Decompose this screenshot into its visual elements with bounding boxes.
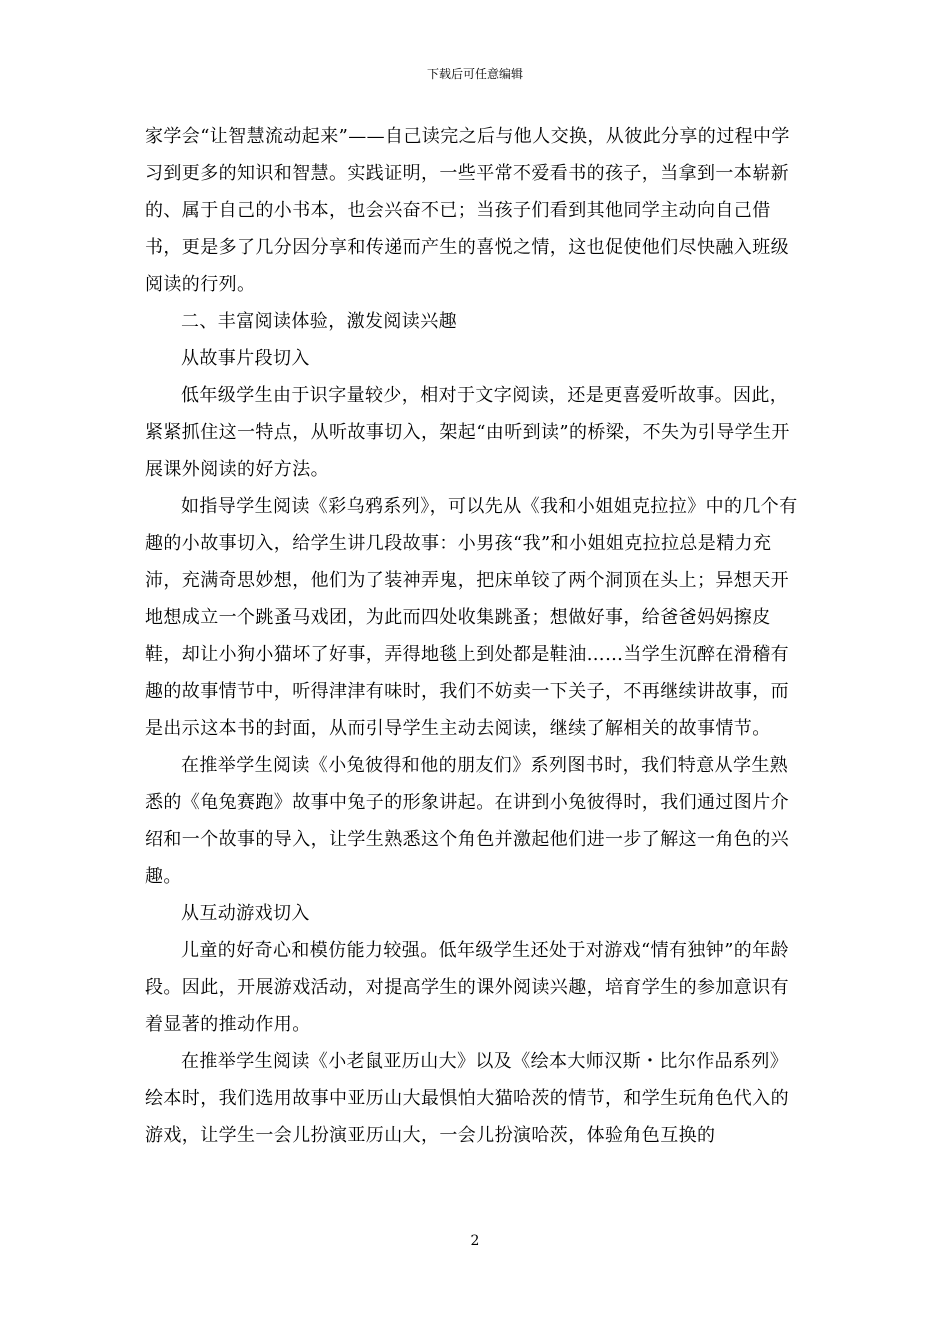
subsection-heading-game: 从互动游戏切入 — [181, 903, 310, 924]
page-header: 下载后可任意编辑 — [426, 67, 523, 81]
paragraph: 在推举学生阅读《小老鼠亚历山大》以及《绘本大师汉斯・比尔作品系列》绘本时，我们选用故事中亚历山大最惧怕大猫哈茨的情节，和学生玩角色代入的游戏，让学生一会儿扮演亚历山大，一会儿扮演哈茨，体验角色互换的 — [145, 1051, 789, 1146]
page-number: 2 — [470, 1233, 480, 1249]
subsection-heading-story: 从故事片段切入 — [181, 348, 310, 369]
paragraph: 在推举学生阅读《小兔彼得和他的朋友们》系列图书时，我们特意从学生熟悉的《龟兔赛跑》故事中兔子的形象讲起。在讲到小兔彼得时，我们通过图片介绍和一个故事的导入，让学生熟悉这个角色并激起他们进一步了解这一角色的兴趣。 — [145, 755, 789, 887]
document-body — [145, 118, 805, 1154]
paragraph: 低年级学生由于识字量较少，相对于文字阅读，还是更喜爱听故事。因此，紧紧抓住这一特点，从听故事切入，架起“由听到读”的桥梁，不失为引导学生开展课外阅读的好方法。 — [145, 385, 790, 480]
section-heading: 二、丰富阅读体验，激发阅读兴趣 — [181, 311, 457, 332]
paragraph-continuation: 家学会“让智慧流动起来”——自己读完之后与他人交换，从彼此分享的过程中学习到更多的知识和智慧。实践证明，一些平常不爱看书的孩子，当拿到一本崭新的、属于自己的小书本，也会兴奋不已；当孩子们看到其他同学主动向自己借书，更是多了几分因分享和传递而产生的喜悦之情，这也促使他们尽快融入班级阅读的行列。 — [145, 126, 790, 295]
paragraph: 儿童的好奇心和模仿能力较强。低年级学生还处于对游戏“情有独钟”的年龄段。因此，开展游戏活动，对提高学生的课外阅读兴趣，培育学生的参加意识有着显著的推动作用。 — [145, 940, 790, 1035]
paragraph: 如指导学生阅读《彩乌鸦系列》，可以先从《我和小姐姐克拉拉》中的几个有趣的小故事切入，给学生讲几段故事：小男孩“我”和小姐姐克拉拉总是精力充沛，充满奇思妙想，他们为了装神弄鬼，把床单铰了两个洞顶在头上；异想天开地想成立一个跳蚤马戏团，为此而四处收集跳蚤；想做好事，给爸爸妈妈擦皮鞋，却让小狗小猫坏了好事，弄得地毯上到处都是鞋油……当学生沉醉在滑稽有趣的故事情节中，听得津津有味时，我们不妨卖一下关子，不再继续讲故事，而是出示这本书的封面，从而引导学生主动去阅读，继续了解相关的故事情节。 — [145, 496, 798, 739]
